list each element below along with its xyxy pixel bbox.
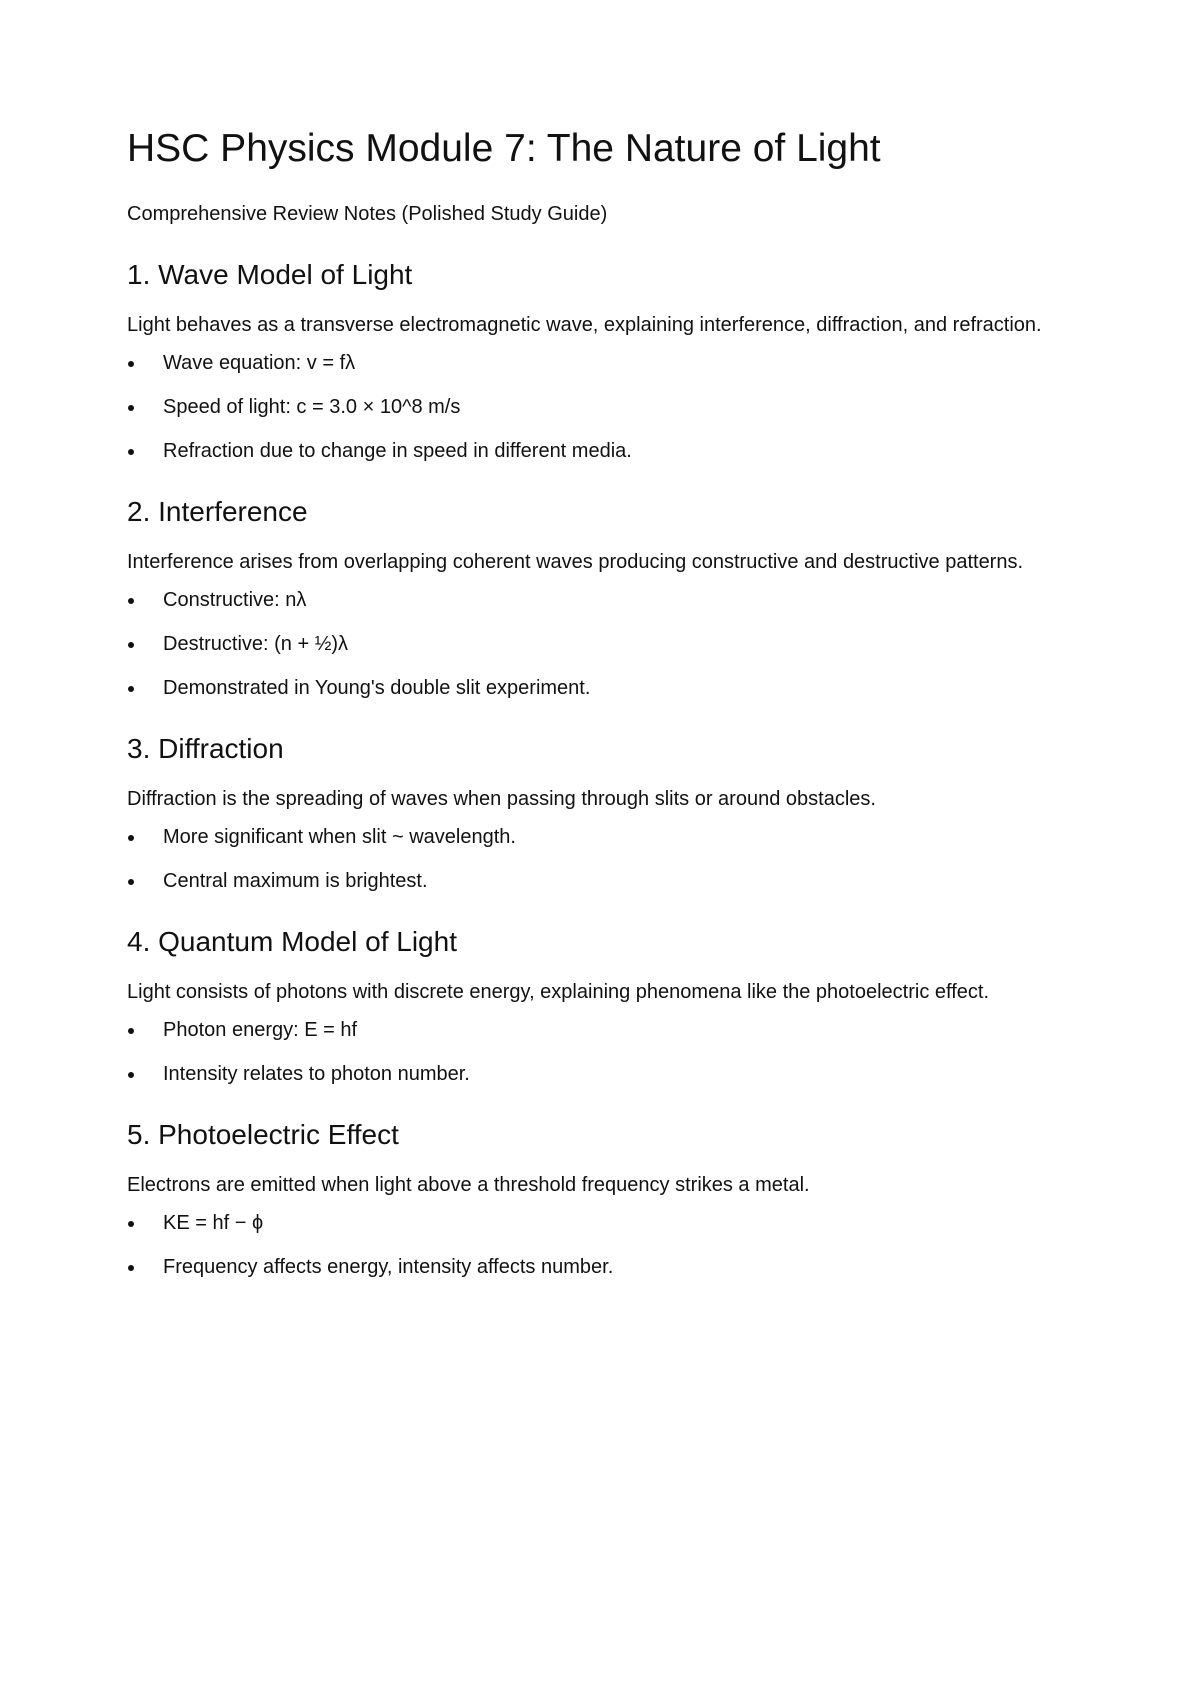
list-item [127, 1060, 1077, 1088]
list-item-text: KE = hf − ϕ [163, 1212, 264, 1234]
bullet-icon [128, 642, 134, 648]
section-intro: Interference arises from overlapping coherent waves producing constructive and destructive patterns. [127, 551, 1024, 573]
bullet-icon [128, 1265, 134, 1271]
bullet-icon [128, 361, 134, 367]
list-item-text: Central maximum is brightest. [163, 870, 428, 892]
list-item [127, 1016, 1077, 1044]
list-item-text: Wave equation: v = fλ [163, 352, 356, 374]
list-item-text: Constructive: nλ [163, 589, 307, 611]
section-heading: 4. Quantum Model of Light [127, 926, 457, 957]
bullet-list [127, 823, 1077, 895]
section-diffraction [127, 732, 1077, 895]
section-interference [127, 495, 1077, 702]
list-item [127, 393, 1077, 421]
bullet-icon [128, 449, 134, 455]
list-item-text: Frequency affects energy, intensity affects number. [163, 1256, 614, 1278]
list-item-text: More significant when slit ~ wavelength. [163, 826, 516, 848]
list-item [127, 349, 1077, 377]
bullet-icon [128, 598, 134, 604]
section-photoelectric-effect [127, 1118, 1077, 1281]
list-item [127, 1253, 1077, 1281]
bullet-icon [128, 405, 134, 411]
list-item [127, 630, 1077, 658]
list-item [127, 674, 1077, 702]
bullet-icon [128, 1028, 134, 1034]
section-heading: 2. Interference [127, 496, 308, 527]
list-item-text: Intensity relates to photon number. [163, 1063, 470, 1085]
list-item-text: Photon energy: E = hf [163, 1019, 358, 1041]
list-item-text: Destructive: (n + ½)λ [163, 633, 349, 655]
section-quantum-model [127, 925, 1077, 1088]
section-intro: Light consists of photons with discrete energy, explaining phenomena like the photoelectric effect. [127, 981, 990, 1003]
document-subtitle: Comprehensive Review Notes (Polished Study Guide) [127, 203, 608, 225]
list-item [127, 823, 1077, 851]
list-item-text: Speed of light: c = 3.0 × 10^8 m/s [163, 396, 461, 418]
bullet-list [127, 349, 1077, 465]
bullet-icon [128, 879, 134, 885]
bullet-list [127, 586, 1077, 702]
section-heading: 1. Wave Model of Light [127, 259, 413, 290]
section-wave-model [127, 258, 1077, 465]
bullet-icon [128, 1221, 134, 1227]
section-intro: Light behaves as a transverse electromagnetic wave, explaining interference, diffraction, and refraction. [127, 314, 1042, 336]
list-item [127, 1209, 1077, 1237]
bullet-icon [128, 835, 134, 841]
list-item [127, 437, 1077, 465]
bullet-list [127, 1209, 1077, 1281]
section-intro: Diffraction is the spreading of waves when passing through slits or around obstacles. [127, 788, 876, 810]
bullet-icon [128, 1072, 134, 1078]
section-intro: Electrons are emitted when light above a threshold frequency strikes a metal. [127, 1174, 810, 1196]
bullet-list [127, 1016, 1077, 1088]
list-item-text: Demonstrated in Young's double slit experiment. [163, 677, 591, 699]
list-item [127, 867, 1077, 895]
list-item [127, 586, 1077, 614]
bullet-icon [128, 686, 134, 692]
section-heading: 5. Photoelectric Effect [127, 1119, 399, 1150]
document-content [127, 126, 1077, 1281]
document-title: HSC Physics Module 7: The Nature of Light [127, 127, 881, 170]
section-heading: 3. Diffraction [127, 733, 284, 764]
list-item-text: Refraction due to change in speed in different media. [163, 440, 632, 462]
